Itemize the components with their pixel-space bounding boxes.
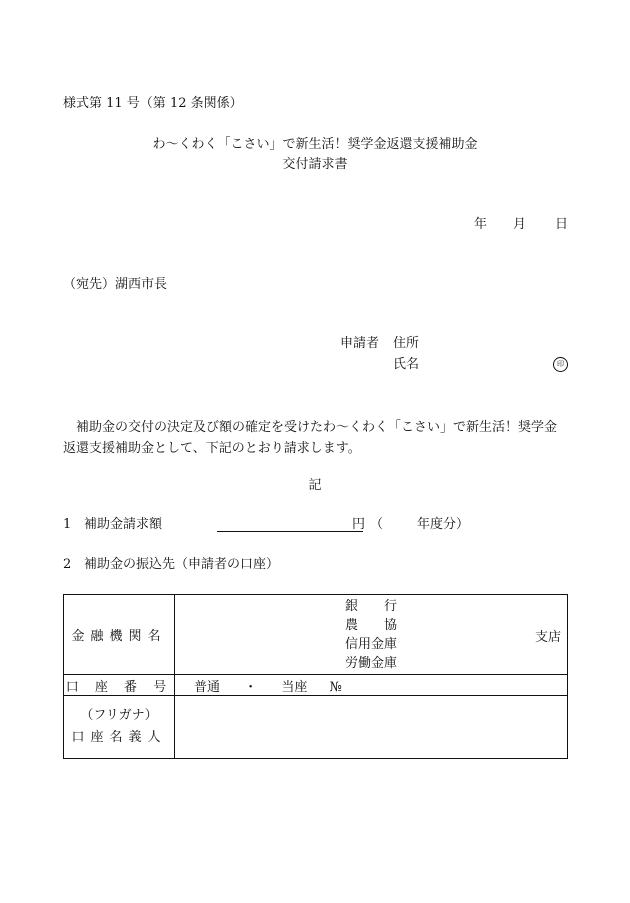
request-statement: 補助金の交付の決定及び額の確定を受けたわ～くわく「こさい」で新生活！奨学金返還支援補助金として、下記のとおり請求します。 [63, 420, 558, 456]
document-subtitle: 交付請求書 [282, 157, 348, 172]
institution-type-list [345, 597, 397, 673]
fiscal-year-label: 年度分） [417, 517, 470, 532]
institution-type-shinkin: 信用金庫 [345, 637, 398, 652]
yen-label: 円 [352, 517, 366, 532]
account-number-row [64, 675, 568, 696]
branch-label: 支店 [534, 630, 561, 645]
account-type-current: 当座 [281, 679, 308, 695]
item1-number: 1 [63, 517, 72, 532]
name-label: 氏名 [393, 357, 420, 372]
account-type-separator: ・ [244, 679, 258, 695]
ki-heading: 記 [308, 478, 322, 493]
date-month-label: 月 [513, 217, 527, 232]
account-holder-cell[interactable] [175, 696, 568, 759]
fiscal-paren-open: （ [370, 517, 384, 532]
institution-type-ja: 農 協 [345, 618, 398, 633]
seal-mark-icon: 印 [553, 357, 568, 372]
item2-label: 補助金の振込先（申請者の口座） [84, 557, 280, 572]
applicant-label: 申請者 [340, 336, 380, 351]
account-number-header: 口 座 番 号 [64, 675, 175, 696]
addressee: （宛先）湖西市長 [63, 277, 168, 292]
holder-kana-label: （フリガナ） [80, 708, 158, 723]
account-holder-header [64, 696, 175, 759]
form-number: 様式第 11 号（第 12 条関係） [63, 96, 243, 111]
holder-label: 口座名義人 [71, 730, 167, 745]
item2-number: 2 [63, 557, 72, 572]
institution-type-bank: 銀 行 [345, 599, 398, 614]
account-holder-row [64, 696, 568, 759]
document-title: わ～くわく「こさい」で新生活！奨学金返還支援補助金 [152, 137, 478, 152]
institution-type-rokin: 労働金庫 [345, 656, 398, 671]
account-type-ordinary: 普通 [194, 679, 221, 695]
date-year-label: 年 [474, 217, 488, 232]
bank-account-table [63, 594, 568, 759]
account-no-label: № [329, 679, 342, 695]
item1-label: 補助金請求額 [84, 517, 163, 532]
institution-row [64, 595, 568, 675]
address-label: 住所 [393, 336, 420, 351]
institution-header: 金融機関名 [64, 595, 175, 675]
institution-cell[interactable] [175, 595, 568, 675]
date-day-label: 日 [555, 217, 569, 232]
account-number-cell[interactable] [175, 675, 568, 696]
amount-input-line[interactable] [217, 531, 363, 532]
